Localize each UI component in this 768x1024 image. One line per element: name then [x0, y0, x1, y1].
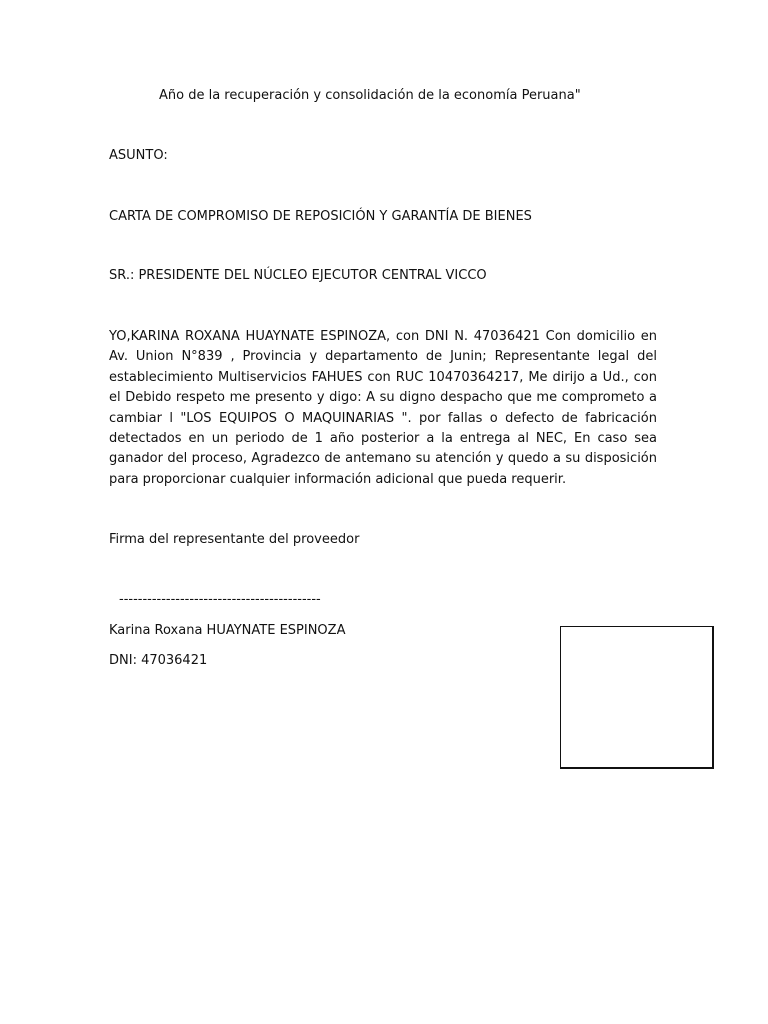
signature-line: ------------------------------------------- — [119, 592, 321, 607]
year-motto: Año de la recuperación y consolidación de la economía Peruana" — [159, 88, 581, 103]
letter-subject: CARTA DE COMPROMISO DE REPOSICIÓN Y GARANTÍA DE BIENES — [109, 209, 532, 224]
asunto-label: ASUNTO: — [109, 148, 168, 163]
letter-body: YO,KARINA ROXANA HUAYNATE ESPINOZA, con DNI N. 47036421 Con domicilio en Av. Union N°839 , Provincia y departamento de Junin; Representante legal del establecimiento Multiservicios FAHUES con RUC 10470364217, Me dirijo a Ud., con el Debido respeto me presento y digo: A su digno despacho que me comprometo a cambiar l "LOS EQUIPOS O MAQUINARIAS ". por fallas o defecto de fabricación detectados en un periodo de 1 año posterior a la entrega al NEC, En caso sea ganador del proceso, Agradezco de antemano su atención y quedo a su disposición para proporcionar cualquier información adicional que pueda requerir. — [109, 329, 657, 487]
signature-label: Firma del representante del proveedor — [109, 532, 360, 547]
signer-name: Karina Roxana HUAYNATE ESPINOZA — [109, 623, 346, 638]
fingerprint-box — [560, 626, 714, 769]
letter-addressee: SR.: PRESIDENTE DEL NÚCLEO EJECUTOR CENTRAL VICCO — [109, 268, 487, 283]
signer-dni: DNI: 47036421 — [109, 653, 208, 668]
